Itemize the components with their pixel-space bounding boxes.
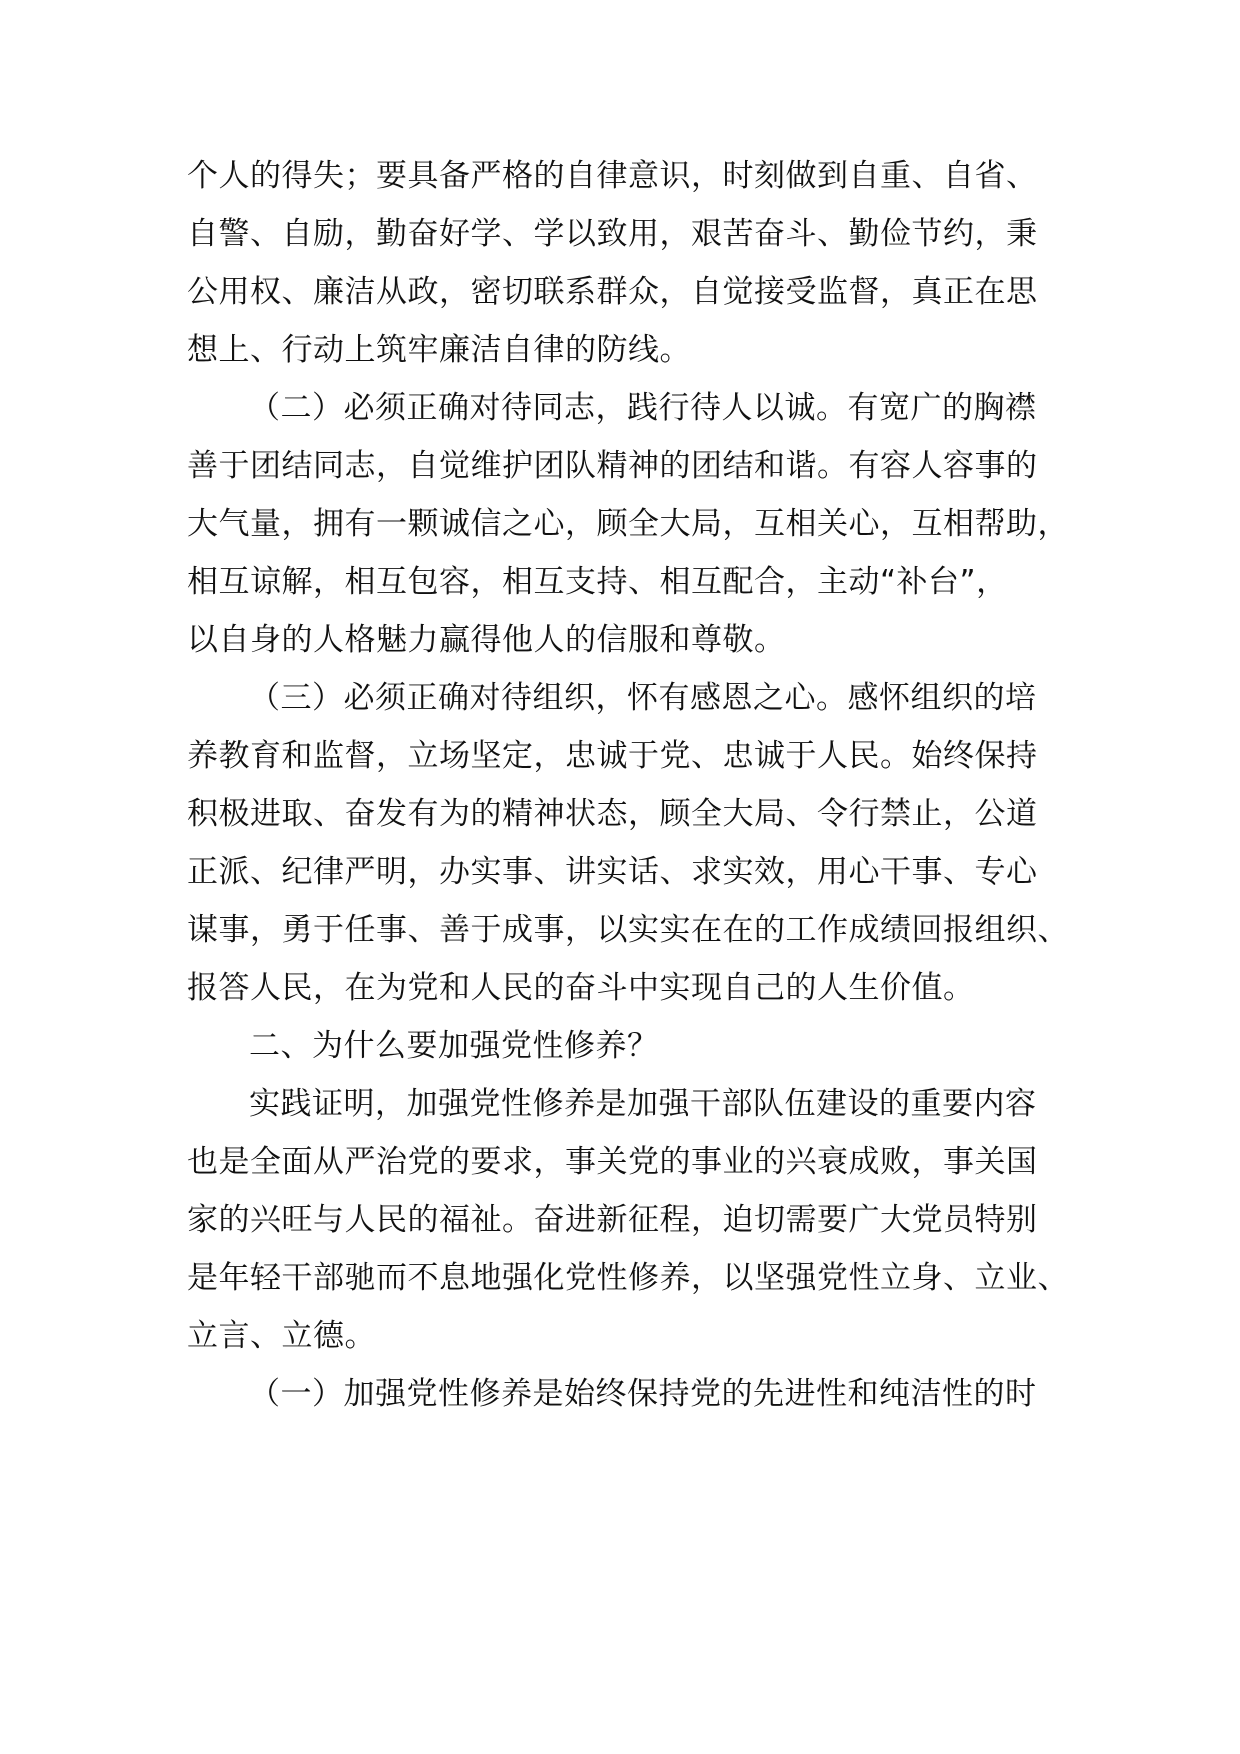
text-line: 大气量，拥有一颗诚信之心，顾全大局，互相关心，互相帮助， [187, 506, 1069, 542]
text-line: 公用权、廉洁从政，密切联系群众，自觉接受监督，真正在思 [187, 274, 1038, 310]
text-line: 家的兴旺与人民的福祉。奋进新征程，迫切需要广大党员特别 [187, 1202, 1038, 1238]
text-line: 以自身的人格魅力赢得他人的信服和尊敬。 [187, 622, 786, 658]
text-line: 谋事，勇于任事、善于成事，以实实在在的工作成绩回报组织、 [187, 912, 1069, 948]
text-line: 个人的得失；要具备严格的自律意识，时刻做到自重、自省、 [187, 158, 1038, 194]
paragraph-start-line: （一）加强党性修养是始终保持党的先进性和纯洁性的时 [249, 1376, 1037, 1412]
paragraph-start-line: 实践证明，加强党性修养是加强干部队伍建设的重要内容 [249, 1086, 1037, 1122]
paragraph-start-line: （二）必须正确对待同志，践行待人以诚。有宽广的胸襟 [249, 390, 1037, 426]
text-line: 也是全面从严治党的要求，事关党的事业的兴衰成败，事关国 [187, 1144, 1038, 1180]
text-line: 自警、自励，勤奋好学、学以致用，艰苦奋斗、勤俭节约，秉 [187, 216, 1038, 252]
paragraph-start-line: （三）必须正确对待组织，怀有感恩之心。感怀组织的培 [249, 680, 1037, 716]
section-heading: 二、为什么要加强党性修养？ [249, 1028, 659, 1064]
text-line: 善于团结同志，自觉维护团队精神的团结和谐。有容人容事的 [187, 448, 1038, 484]
text-line: 相互谅解，相互包容，相互支持、相互配合，主动“补台”， [187, 564, 1008, 600]
text-line: 养教育和监督，立场坚定，忠诚于党、忠诚于人民。始终保持 [187, 738, 1038, 774]
text-line: 想上、行动上筑牢廉洁自律的防线。 [187, 332, 691, 368]
text-line: 正派、纪律严明，办实事、讲实话、求实效，用心干事、专心 [187, 854, 1038, 890]
text-line: 报答人民，在为党和人民的奋斗中实现自己的人生价值。 [187, 970, 975, 1006]
text-line: 积极进取、奋发有为的精神状态，顾全大局、令行禁止，公道 [187, 796, 1038, 832]
text-line: 是年轻干部驰而不息地强化党性修养，以坚强党性立身、立业、 [187, 1260, 1069, 1296]
text-line: 立言、立德。 [187, 1318, 376, 1354]
